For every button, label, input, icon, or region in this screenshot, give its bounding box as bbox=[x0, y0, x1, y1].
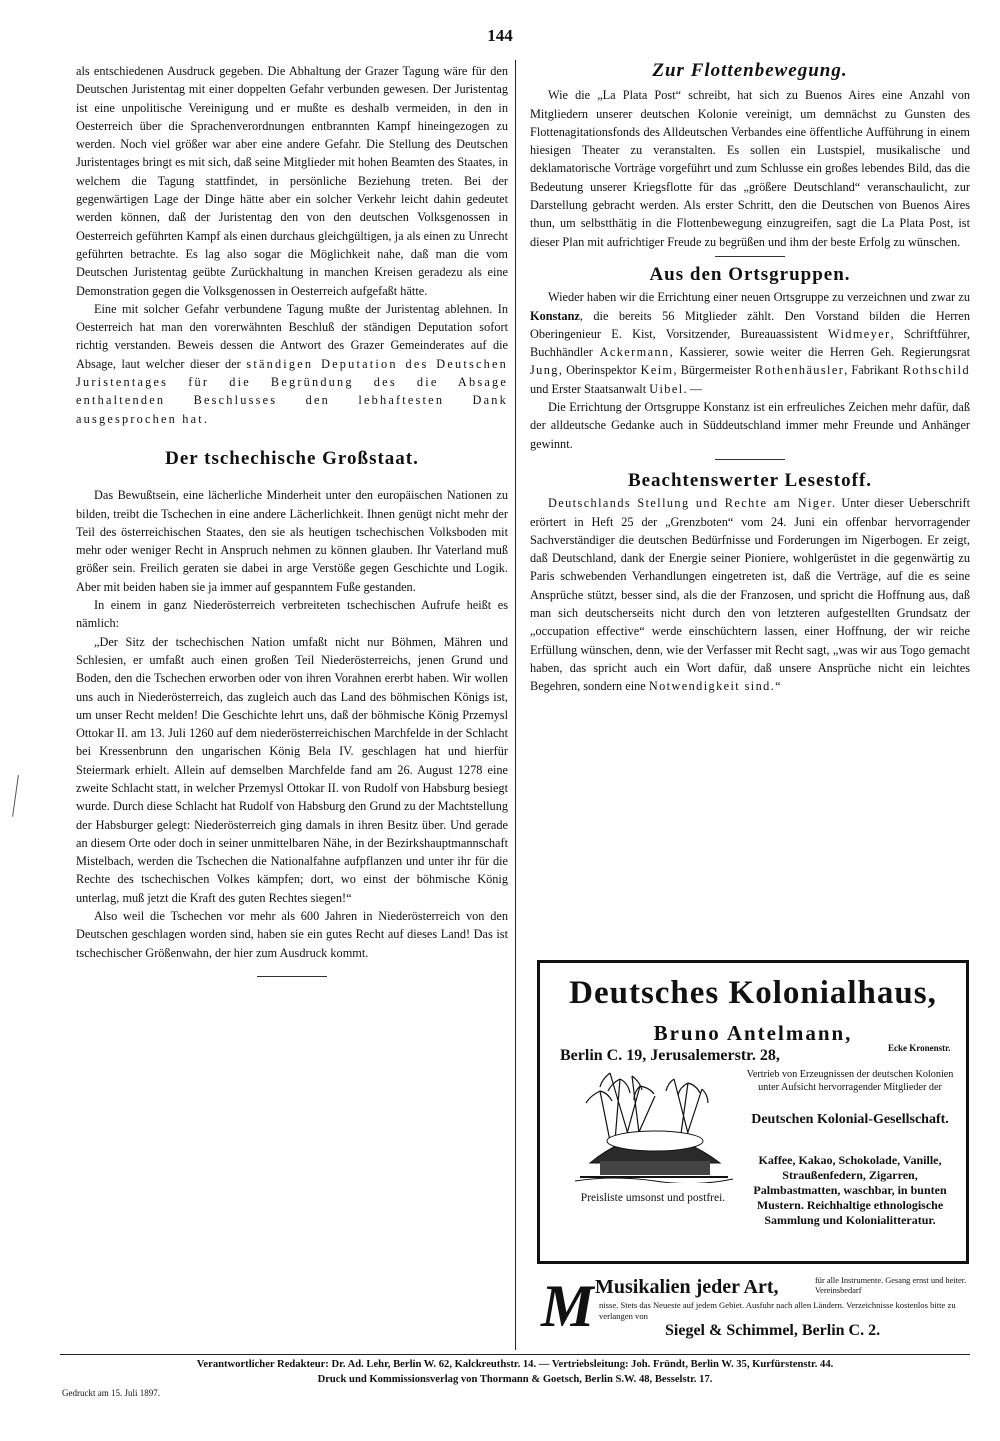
paragraph-text: Eine mit solcher Gefahr verbundene Tagung mußte der Juristentag ablehnen. In Oesterreich hat man den vorerwähnten Beschluß der ständigen Deputation sofort richtig verstanden. Beweis dessen die Antwort des Grazer Gemeinderates auf die Absage, laut welcher dieser der bbox=[76, 301, 508, 371]
ad-corner-note: Ecke Kronenstr. bbox=[888, 1043, 951, 1053]
paragraph-text: . — bbox=[683, 381, 702, 396]
imprint-footer bbox=[60, 1354, 970, 1387]
article-paragraph: Wie die „La Plata Post“ schreibt, hat sich zu Buenos Aires eine Anzahl von Mitgliedern unserer deutschen Kolonie vereinigt, um demnächst zu Gunsten des Flottenagitationsfonds des Alldeutschen Verbandes eine öffentliche Aufführung in einem hiesigen Theater zu veranstalten. Es sollen ein Lustspiel, musikalische und deklamatorische Vorträge vorgeführt und zum Schlusse ein großes lebendes Bild, das die Bedeutung unserer Kriegsflotte für das „größere Deutschland“ veranschaulicht, zur Darstellung gebracht werden. Als erster Schritt, den die Deutschen von Buenos Aires thun, um selbstthätig in die Flottenbewegung einzugreifen, sagt die La Plata Post, ist dieser Plan mit aufrichtiger Freude zu begrüßen und ihm der beste Erfolg zu wünschen. bbox=[530, 88, 970, 249]
spaced-text: Notwendigkeit sind.“ bbox=[648, 679, 783, 694]
column-divider bbox=[515, 60, 516, 1350]
paragraph-text: , Kassierer, sowie weiter die Herren Geh. Regierungsrat bbox=[669, 345, 971, 360]
left-column bbox=[76, 62, 508, 977]
section-heading: Aus den Ortsgruppen. bbox=[649, 263, 851, 285]
paragraph-text: , Oberinspektor bbox=[558, 363, 641, 378]
section-heading: Der tschechische Großstaat. bbox=[165, 447, 419, 469]
ad-title: Musikalien jeder Art, bbox=[595, 1276, 779, 1298]
article-paragraph bbox=[76, 300, 508, 428]
article-paragraph: In einem in ganz Niederösterreich verbreiteten tschechischen Aufrufe heißt es nämlich: bbox=[76, 598, 508, 631]
section-heading: Zur Flottenbewegung. bbox=[652, 60, 848, 81]
spaced-text: ständigen Deputation des Deutschen Juristentages für die Begründung des die Absage enthaltenden Beschlusses den lebhaftesten Dank ausgesprochen hat. bbox=[76, 356, 508, 426]
svg-text:M: M bbox=[541, 1274, 595, 1334]
paragraph-text: , Bürgermeister bbox=[673, 363, 755, 378]
quoted-paragraph: „Der Sitz der tschechischen Nation umfaßt nicht nur Böhmen, Mähren und Schlesien, er umfaßt auch einen großen Teil Niederösterreichs, jenen Grund und Boden, den die Tschechen erworben oder von ihren Vorahnen ererbt haben. Wir wollen uns auch in Niederösterreich, das zugleich auch das Land des böhmischen Königs ist, um unser Recht melden! Die Geschichte lehrt uns, daß der böhmische König Przemysl Ottokar II. am 13. Juli 1260 auf dem niederösterreichischen Marchfelde in der Schlacht bei Kressenbrunn den ungarischen König Bela IV. geschlagen hat und hierfür Steiermark erhielt. Allein auf demselben Marchfelde fand am 26. August 1278 eine zweite Schlacht statt, in welcher Przemysl Ottokar II. von Rudolf von Habsburg besiegt wurde. Durch diese Schlacht hat Rudolf von Habsburg den Grund zu der Machtstellung der Habsburger gelegt: Niederösterreich ging damals in ihren Besitz über. Und gerade an diesem Orte oder doch in seiner unmittelbaren Nähe, in der Bezirkshauptmannschaft Mistelbach, werden die Tschechen die Nationalfahne aufpflanzen und unter ihr für die Rechte des tschechischen Volkes kämpfen; dort, wo einst der böhmische König unterlag, muß jetzt die Kraft des guten Rechtes siegen!“ bbox=[76, 634, 508, 905]
page-number: 144 bbox=[487, 26, 513, 45]
imprint-line: Druck und Kommissionsverlag von Thormann & Goetsch, Berlin S.W. 48, Besselstr. 17. bbox=[317, 1374, 713, 1385]
ad-description: Vertrieb von Erzeugnissen der deutschen Kolonien unter Aufsicht hervorragender Mitglieder der bbox=[746, 1069, 954, 1093]
section-heading: Beachtenswerter Lesestoff. bbox=[627, 469, 873, 491]
article-paragraph: als entschiedenen Ausdruck gegeben. Die Abhaltung der Grazer Tagung wäre für den Deutschen Juristentag mit einer doppelten Gefahr verbunden gewesen. Der Juristentag ist eine unpolitische Vereinigung und er mußte es deshalb vermeiden, in den in Oesterreich über die Sprachenverordnungen entbrannten Kampf hineingezogen zu werden. Noch viel größer war aber eine andere Gefahr. Die Stellung des Deutschen Juristentages bringt es mit sich, daß seine Mitglieder mit hohen Beamten des Staates, in welchem die Tagung stattfindet, in persönliche Beziehung treten. Bei der gegenwärtigen Lage der Dinge hätte aber ein solcher Verkehr leicht dahin gedeutet werden können, daß der Juristentag den von den deutschen Volksgenossen in Oesterreich geführten Kampf als einen durchaus gleichgültigen, ja als einen zu Unrecht geführten betrachte. Es lag also sogar die Möglichkeit nahe, daß man die vom Deutschen Juristentag geübte Zurückhaltung in manchen Kreisen geradezu als eine Demonstration gegen die Volksgenossen in Oesterreich aufgefaßt hätte. bbox=[76, 64, 508, 298]
paragraph-text: , die bereits 56 Mitglieder zählt. Den Vorstand bilden die Herren Oberingenieur E. Kist, Vorsitzender, Bureauassistent bbox=[530, 308, 970, 341]
print-date: Gedruckt am 15. Juli 1897. bbox=[62, 1388, 160, 1398]
ad-products: Kaffee, Kakao, Schokolade, Vanille, Straußenfedern, Zigarren, Palmbastmatten, waschbar, in bunten Mustern. Reichhaltige ethnologische Sammlung und Kolonialitteratur. bbox=[753, 1153, 947, 1227]
ad-description: nisse. Stets das Neueste auf jedem Gebiet. Ausfuhr nach allen Ländern. Verzeichnisse kostenlos bitte zu verlangen von bbox=[599, 1300, 956, 1321]
paragraph-text: und Erster Staatsanwalt bbox=[530, 381, 650, 396]
person-name: Widmeyer bbox=[827, 326, 891, 341]
imprint-line: Verantwortlicher Redakteur: Dr. Ad. Lehr, Berlin W. 62, Kalckreuthstr. 14. — Vertriebsleitung: Joh. Fründt, Berlin W. 35, Kurfürstenstr. 44. bbox=[196, 1359, 834, 1370]
ad-small-text: für alle Instrumente. Gesang ernst und heiter. Vereinsbedarf bbox=[815, 1276, 967, 1295]
ad-proprietor: Bruno Antelmann, bbox=[653, 1021, 853, 1045]
article-paragraph bbox=[530, 494, 970, 695]
ad-address: Berlin C. 19, Jerusalemerstr. 28, bbox=[560, 1047, 780, 1064]
paragraph-text: Unter dieser Ueberschrift erörtert in Heft 25 der „Grenzboten“ vom 24. Juni ein offenbar hervorragender Sachverständiger die deutschen Bedürfnisse und Forderungen im Nigerbogen. Er zeigt, daß Deutschland, dank der Energie seiner Pioniere, wohlgerüstet in die gegenwärtig zu Paris schwebenden Verhandlungen eingetreten ist, daß die Verträge, auf die es seine Ansprüche stützt, besser sind, als die der Franzosen, und spricht die Hoffnung aus, daß man sich deutscherseits nicht durch den von letzteren aufgestellten Grundsatz der „occupation effective“ werde einschüchtern lassen, einer Hoffnung, der wir reiche Erfüllung wünschen, denn, wie der Verfasser mit Recht sagt, „was wir aus Togo gemacht haben, das spricht auch ein Wort dafür, daß unsere Ansprüche nicht ein leichtes Begehren, sondern eine bbox=[530, 496, 970, 694]
person-name: Jung bbox=[530, 363, 559, 378]
article-paragraph: Also weil die Tschechen vor mehr als 600 Jahren in Niederösterreich von den Deutschen geschlagen worden sind, haben sie ein gutes Recht auf dieses Land! Das ist tschechischer Größenwahn, der hier zum Ausdruck kommt. bbox=[76, 909, 508, 960]
end-rule bbox=[257, 976, 327, 977]
advertisement-musikalien bbox=[537, 1272, 977, 1348]
paragraph-text: , Fabrikant bbox=[844, 363, 903, 378]
person-name: Keim bbox=[640, 363, 674, 378]
person-name: Rothschild bbox=[902, 363, 970, 378]
article-paragraph: Die Errichtung der Ortsgruppe Konstanz ist ein erfreuliches Zeichen mehr dafür, daß der alldeutsche Gedanke auch in Süddeutschland immer mehr Freunde und Anhänger gewinnt. bbox=[530, 400, 970, 451]
person-name: Uibel bbox=[649, 381, 684, 396]
advertisement-kolonialhaus bbox=[537, 960, 969, 1264]
ad-title: Deutsches Kolonialhaus, bbox=[569, 975, 937, 1011]
section-rule bbox=[715, 459, 785, 460]
decorative-initial-m-icon bbox=[539, 1274, 595, 1334]
colonial-hut-illustration bbox=[570, 1071, 735, 1183]
paragraph-text: , Schriftführer, Buchhändler bbox=[530, 326, 970, 360]
place-name: Konstanz bbox=[530, 308, 580, 323]
section-rule bbox=[715, 256, 785, 257]
ad-price-note: Preisliste umsonst und postfrei. bbox=[580, 1192, 726, 1204]
ad-firm: Siegel & Schimmel, Berlin C. 2. bbox=[665, 1322, 881, 1339]
article-title: Deutschlands Stellung und Rechte am Niger. bbox=[548, 496, 837, 511]
right-column bbox=[530, 62, 970, 696]
person-name: Rothenhäusler bbox=[754, 363, 845, 378]
article-paragraph bbox=[530, 288, 970, 398]
ad-society: Deutschen Kolonial-Gesellschaft. bbox=[751, 1112, 949, 1127]
person-name: Ackermann bbox=[599, 345, 670, 360]
article-paragraph: Das Bewußtsein, eine lächerliche Minderheit unter den europäischen Nationen zu bilden, treibt die Tschechen in eine andere Lächerlichkeit. Ihnen genügt nicht mehr der Teil des österreichischen Staates, den sie als heutigen tschechischen Volksboden mit mehr oder weniger Recht in Anspruch nehmen zu können glauben. Ihr Vaterland muß größer sein. Freilich geraten sie dabei in arge Verstöße gegen Geschichte und Logik. Aber mit beiden haben sie ja immer auf gespanntem Fuße gestanden. bbox=[76, 488, 508, 594]
paragraph-text: Wieder haben wir die Errichtung einer neuen Ortsgruppe zu verzeichnen und zwar zu bbox=[548, 290, 970, 305]
margin-mark bbox=[12, 775, 21, 817]
